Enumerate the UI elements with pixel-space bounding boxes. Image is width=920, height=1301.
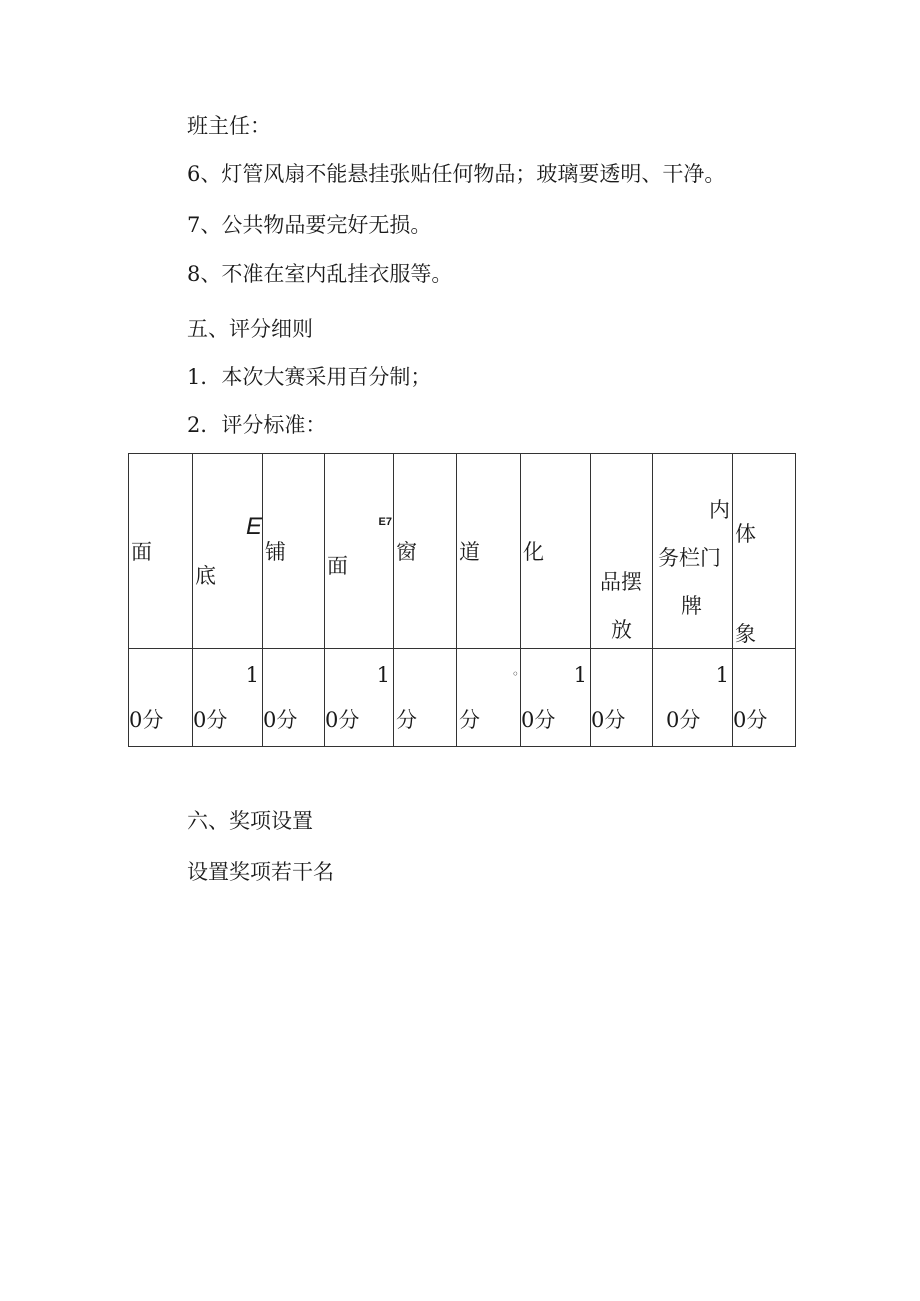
header-cell	[394, 454, 457, 649]
score-value: 0分	[591, 708, 626, 732]
score-cell	[263, 649, 325, 747]
header-label-line1: 体	[735, 522, 756, 546]
score-value: 分	[396, 708, 417, 732]
header-cell	[129, 454, 193, 649]
header-label-line1: 务栏门	[658, 546, 721, 570]
score-value: 0分	[666, 708, 701, 732]
score-value: 0分	[325, 708, 360, 732]
header-label: 面	[131, 540, 152, 564]
score-digit: 1	[715, 663, 729, 687]
scoring-table	[128, 453, 796, 747]
table-header-row	[129, 454, 796, 649]
score-cell	[394, 649, 457, 747]
score-cell	[591, 649, 653, 747]
score-mark: ◦	[511, 667, 519, 681]
score-cell	[129, 649, 193, 747]
header-cell	[591, 454, 653, 649]
score-value: 0分	[521, 708, 556, 732]
score-cell	[193, 649, 263, 747]
scoring-item-1: 1．本次大赛采用百分制；	[187, 365, 432, 389]
score-value: 0分	[129, 708, 164, 732]
line-class-teacher: 班主任：	[187, 114, 271, 138]
score-cell	[521, 649, 591, 747]
score-value: 分	[459, 708, 480, 732]
rule-8: 8、不准在室内乱挂衣服等。	[187, 262, 453, 286]
header-label: 化	[523, 540, 544, 564]
rule-7: 7、公共物品要完好无损。	[187, 213, 432, 237]
score-cell	[733, 649, 796, 747]
header-mark: E	[245, 513, 262, 540]
header-label-top: 内	[709, 498, 730, 522]
header-label: 面	[327, 554, 348, 578]
header-cell	[193, 454, 263, 649]
header-label: 铺	[265, 540, 286, 564]
score-cell	[325, 649, 394, 747]
score-digit: 1	[245, 663, 259, 687]
score-digit: 1	[573, 663, 587, 687]
score-value: 0分	[193, 708, 228, 732]
score-value: 0分	[733, 708, 768, 732]
table-score-row	[129, 649, 796, 747]
header-label-line2: 牌	[681, 594, 702, 618]
rule-6: 6、灯管风扇不能悬挂张贴任何物品；玻璃要透明、干净。	[187, 162, 726, 186]
scoring-item-2: 2．评分标准：	[187, 413, 327, 437]
section-6-body: 设置奖项若干名	[187, 860, 334, 884]
header-cell	[325, 454, 394, 649]
header-cell	[521, 454, 591, 649]
header-label: 道	[459, 540, 480, 564]
score-cell	[457, 649, 521, 747]
header-mark: E7	[378, 516, 392, 528]
score-cell	[653, 649, 733, 747]
header-cell	[263, 454, 325, 649]
section-6-title: 六、奖项设置	[187, 809, 313, 833]
header-cell	[653, 454, 733, 649]
header-label: 底	[195, 564, 216, 588]
header-label-line1: 品摆	[600, 570, 642, 594]
header-cell	[457, 454, 521, 649]
header-label-line2: 象	[735, 622, 756, 646]
header-label-line2: 放	[611, 618, 632, 642]
header-cell	[733, 454, 796, 649]
section-5-title: 五、评分细则	[187, 317, 313, 341]
header-label: 窗	[396, 540, 417, 564]
score-value: 0分	[263, 708, 298, 732]
score-digit: 1	[376, 663, 390, 687]
